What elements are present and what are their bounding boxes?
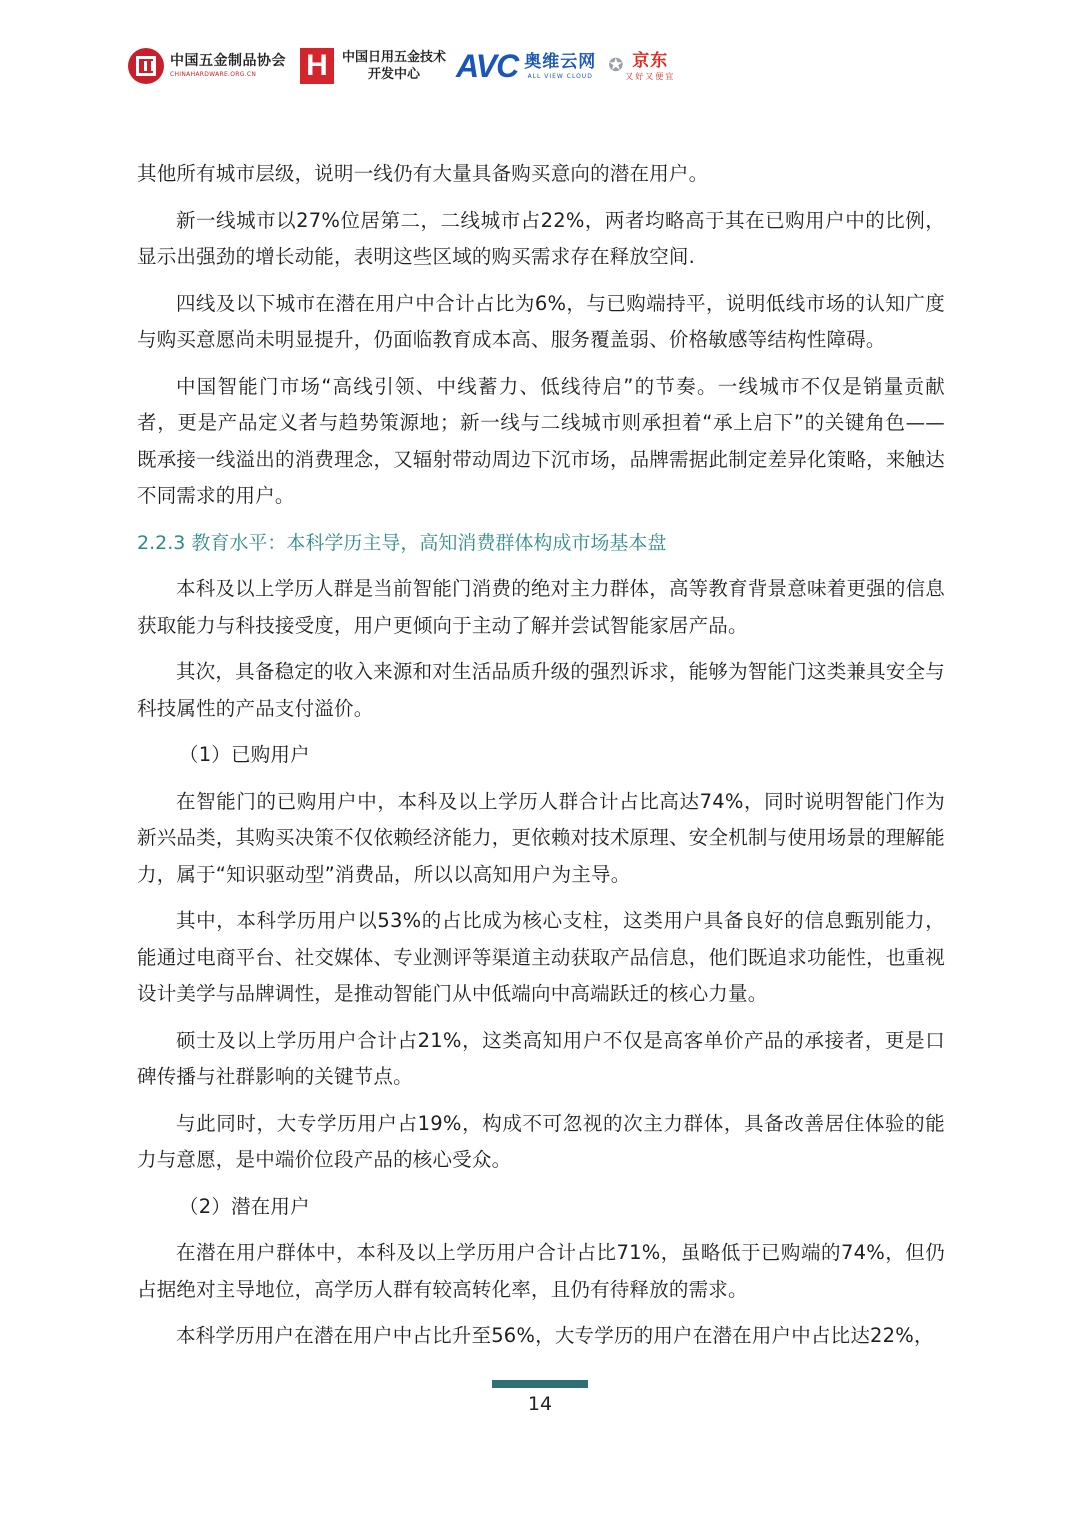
cha-name: 中国五金制品协会	[170, 53, 286, 69]
h-emblem-icon: H	[300, 48, 334, 84]
paragraph: 在潜在用户群体中，本科及以上学历用户合计占比71%，虽略低于已购端的74%，但仍占据绝对主导地位，高学历人群有较高转化率，且仍有待释放的需求。	[137, 1241, 945, 1301]
paragraph: 中国智能门市场“高线引领、中线蓄力、低线待启”的节奏。一线城市不仅是销量贡献者，更是产品定义者与趋势策源地；新一线与二线城市则承担着“承上启下”的关键角色——既承接一线溢出的消费理念，又辐射带动周边下沉市场，品牌需据此制定差异化策略，来触达不同需求的用户。	[137, 374, 945, 507]
paragraph: 其次，具备稳定的收入来源和对生活品质升级的强烈诉求，能够为智能门这类兼具安全与科技属性的产品支付溢价。	[137, 660, 945, 720]
section-heading: 2.2.3 教育水平：本科学历主导，高知消费群体构成市场基本盘	[137, 531, 667, 554]
jd-dog-icon: ✪	[608, 55, 624, 76]
subsection-label: （1）已购用户	[179, 743, 310, 766]
cha-sub: CHINAHARDWARE.ORG.CN	[170, 71, 257, 78]
jd-name: 京东	[632, 50, 669, 71]
footer-divider	[492, 1380, 588, 1388]
htc-line2: 开发中心	[368, 67, 421, 82]
logo-jd	[608, 51, 675, 82]
avc-sub: ALL VIEW CLOUD	[527, 72, 593, 80]
avc-mark: AVC	[456, 48, 519, 84]
document-body	[137, 156, 945, 1365]
jd-slogan: 又好又便宜	[625, 71, 676, 81]
paragraph: 与此同时，大专学历用户占19%，构成不可忽视的次主力群体，具备改善居住体验的能力与意愿，是中端价位段产品的核心受众。	[137, 1111, 945, 1171]
paragraph: 本科及以上学历人群是当前智能门消费的绝对主力群体，高等教育背景意味着更强的信息获取能力与科技接受度，用户更倾向于主动了解并尝试智能家居产品。	[137, 577, 945, 637]
paragraph: 四线及以下城市在潜在用户中合计占比为6%，与已购端持平，说明低线市场的认知广度与购买意愿尚未明显提升，仍面临教育成本高、服务覆盖弱、价格敏感等结构性障碍。	[137, 291, 945, 351]
logo-china-hardware-association	[128, 48, 286, 84]
paragraph: 其中，本科学历用户以53%的占比成为核心支柱，这类用户具备良好的信息甄别能力，能通过电商平台、社交媒体、专业测评等渠道主动获取产品信息，他们既追求功能性，也重视设计美学与品牌调性，是推动智能门从中低端向中高端跃迁的核心力量。	[137, 909, 945, 1005]
logo-avc	[456, 48, 596, 84]
paragraph: 硕士及以上学历用户合计占21%，这类高知用户不仅是高客单价产品的承接者，更是口碑传播与社群影响的关键节点。	[137, 1028, 945, 1088]
paragraph: 在智能门的已购用户中，本科及以上学历人群合计占比高达74%，同时说明智能门作为新兴品类，其购买决策不仅依赖经济能力，更依赖对技术原理、安全机制与使用场景的理解能力，属于“知识驱动型”消费品，所以以高知用户为主导。	[137, 789, 945, 886]
page-number: 14	[527, 1393, 553, 1415]
logo-hardware-tech-center	[300, 48, 446, 84]
header-logos	[128, 40, 675, 92]
cha-emblem-icon	[128, 48, 164, 84]
avc-name: 奥维云网	[524, 51, 597, 72]
htc-line1: 中国日用五金技术	[342, 50, 447, 65]
paragraph: 本科学历用户在潜在用户中占比升至56%，大专学历的用户在潜在用户中占比达22%，	[176, 1324, 934, 1347]
subsection-label: （2）潜在用户	[179, 1194, 310, 1218]
paragraph: 新一线城市以27%位居第二，二线城市占22%，两者均略高于其在已购用户中的比例，显示出强劲的增长动能，表明这些区域的购买需求存在释放空间.	[137, 208, 945, 268]
paragraph: 其他所有城市层级，说明一线仍有大量具备购买意向的潜在用户。	[137, 162, 709, 185]
